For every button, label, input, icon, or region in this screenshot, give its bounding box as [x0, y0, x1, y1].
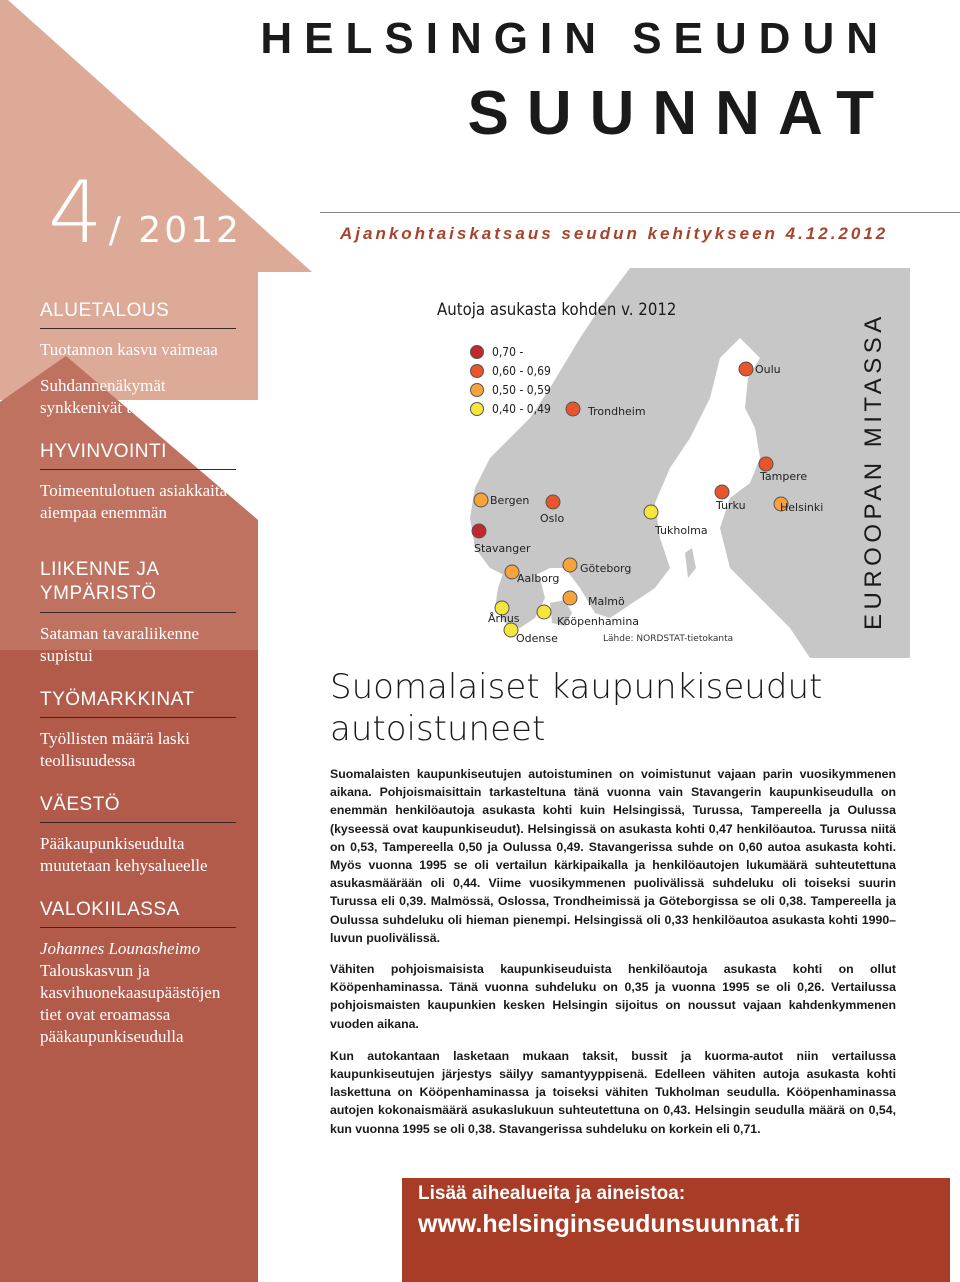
section-heading-tyomarkkinat: TYÖMARKKINAT: [40, 689, 236, 718]
paragraph: Kun autokantaan lasketaan mukaan taksit, bussit ja kuorma-autot niin vertailussa kaupunkiseutujen järjestys säilyy samantyyppisenä. Edelleen vähiten autoja asukasta kohti laskettuna on Kööpenhaminassa ja toiseksi vähiten Tukholman seudulla. Kööpenhaminassa autojen kokonaismäärä asukaslukuun suhteutettuna on 0,43. Helsingin seudulla määrä on 0,54, kun vuonna 1995 se oli 0,38. Stavangerissa suhdeluku on korkein eli 0,71.: [330, 1048, 896, 1136]
map-title: Autoja asukasta kohden v. 2012: [437, 300, 677, 320]
legend-swatch: [470, 402, 484, 416]
map-legend: [470, 342, 557, 418]
legend-item: [470, 342, 557, 361]
section-author: Johannes Lounasheimo: [40, 939, 201, 958]
article-body: [330, 765, 896, 1151]
subtitle-divider: [320, 212, 960, 213]
city-label-bergen: Bergen: [490, 494, 530, 507]
city-label-aalborg: Aalborg: [517, 572, 560, 585]
europe-side-label-text: EUROOPAN MITASSA: [860, 312, 887, 630]
city-marker-tampere: [759, 457, 773, 471]
subtitle: Ajankohtaiskatsaus seudun kehitykseen 4.12.2012: [340, 224, 889, 243]
city-marker-bergen: [474, 493, 488, 507]
city-marker-tukholma: [644, 505, 658, 519]
city-label-tampere: Tampere: [760, 470, 808, 483]
footer-more-label: Lisää aihealueita ja aineistoa:: [418, 1183, 686, 1204]
paragraph: Vähiten pohjoismaisista kaupunkiseuduista henkilöautoja asukasta kohti on ollut Kööpenhaminassa. Tänä vuonna suhdeluku on 0,35 ja vuonna 1995 se oli 0,26. Vertailussa pohjoismaisten kaupunkien kesken Helsingin sijoitus on noussut vajaan kahdenkymmenen vuoden aikana.: [330, 962, 896, 1031]
city-label-helsinki: Helsinki: [780, 501, 824, 514]
headline-line2: autoistuneet: [330, 709, 546, 749]
section-item: Toimeentulotuen asiakkaita aiempaa enemmän: [40, 481, 228, 522]
city-marker-oulu: [739, 362, 753, 376]
city-marker-kööpenhamina: [537, 605, 551, 619]
legend-swatch: [470, 383, 484, 397]
headline-line1: Suomalaiset kaupunkiseudut: [330, 667, 823, 707]
section-heading-vaesto: VÄESTÖ: [40, 794, 236, 823]
masthead-line2: SUUNNAT: [467, 79, 892, 148]
section-item: Tuotannon kasvu vaimeaa: [40, 340, 218, 359]
map-source: Lähde: NORDSTAT-tietokanta: [603, 634, 734, 644]
section-item: Suhdannenäkymät synkkenivät tuntuvasti: [40, 376, 194, 417]
legend-label: 0,70 -: [492, 344, 524, 359]
city-marker-stavanger: [472, 524, 486, 538]
legend-item: [470, 380, 557, 399]
city-label-odense: Odense: [516, 632, 558, 645]
section-heading-hyvinvointi: HYVINVOINTI: [40, 441, 236, 470]
city-label-trondheim: Trondheim: [588, 405, 646, 418]
legend-item: [470, 399, 557, 418]
paragraph: Suomalaisten kaupunkiseutujen autoistuminen on voimistunut vajaan parin vuosikymmenen aikana. Pohjoismaisittain tarkasteltuna tänä vuonna vain Stavangerin kaupunkiseudulla on enemmän henkilöautoja asukasta kohti kuin Helsingissä, Turussa, Tampereella ja Oulussa (kyseessä ovat kaupunkiseudut). Helsingissä on asukasta kohti 0,47 henkilöautoa. Turussa niitä on 0,53, Tampereella 0,50 ja Oulussa 0,49. Stavangerissa suhde on 0,60 autoa asukasta kohti. Myös vuonna 1995 se oli vertailun kärkipaikalla ja henkilöautojen lukumäärä suhteutettuna asukasmäärään oli 0,44. Viime vuosikymmenen puolivälissä suhdeluku oli toiseksi suurin Turussa eli 0,39. Malmössä, Oslossa, Trondheimissä ja Göteborgissa se oli 0,38. Tampereella ja Oulussa suhdeluku oli hieman pienempi. Helsingissä oli 0,33 henkilöautoa asukasta kohti 1990–luvun puolivälissä.: [330, 767, 896, 945]
section-item: Työllisten määrä laski teollisuudessa: [40, 729, 190, 770]
issue-number: [48, 163, 242, 263]
city-marker-malmö: [563, 591, 577, 605]
city-marker-trondheim: [566, 402, 580, 416]
sidebar-contents: [40, 300, 236, 1062]
section-item: Sataman tavaraliikenne supistui: [40, 624, 200, 665]
legend-swatch: [470, 345, 484, 359]
city-label-turku: Turku: [716, 499, 746, 512]
section-heading-aluetalous: ALUETALOUS: [40, 300, 236, 329]
footer-website-link[interactable]: www.helsinginseudunsuunnat.fi: [418, 1210, 801, 1238]
masthead-line1: HELSINGIN SEUDUN: [260, 14, 890, 63]
legend-label: 0,60 - 0,69: [492, 363, 551, 378]
legend-label: 0,40 - 0,49: [492, 401, 551, 416]
city-label-goteborg: Göteborg: [580, 562, 632, 575]
section-heading-liikenne: LIIKENNE JA YMPÄRISTÖ: [40, 558, 236, 613]
city-marker-turku: [715, 485, 729, 499]
legend-item: [470, 361, 557, 380]
issue-number-value: 4: [48, 163, 103, 263]
legend-label: 0,50 - 0,59: [492, 382, 551, 397]
city-label-malmo: Malmö: [588, 595, 625, 608]
city-label-kopenhamina: Kööpenhamina: [557, 615, 640, 628]
city-label-tukholma: Tukholma: [655, 524, 708, 537]
city-marker-oslo: [546, 495, 560, 509]
city-label-stavanger: Stavanger: [474, 542, 531, 555]
section-item: Talouskasvun ja kasvihuonekaasupäästöjen tiet ovat eroamassa pääkaupunkiseudulla: [40, 961, 221, 1046]
article-headline: [330, 666, 890, 750]
city-label-oulu: Oulu: [755, 363, 781, 376]
europe-side-label: [845, 300, 897, 640]
section-heading-valokiilassa: VALOKIILASSA: [40, 899, 236, 928]
city-marker-göteborg: [563, 558, 577, 572]
legend-swatch: [470, 364, 484, 378]
section-item: Pääkaupunkiseudulta muutetaan kehysalueelle: [40, 834, 208, 875]
issue-year: / 2012: [108, 210, 242, 251]
city-label-arhus: Århus: [488, 612, 520, 625]
nordic-map: [430, 268, 910, 658]
city-label-oslo: Oslo: [540, 512, 565, 525]
